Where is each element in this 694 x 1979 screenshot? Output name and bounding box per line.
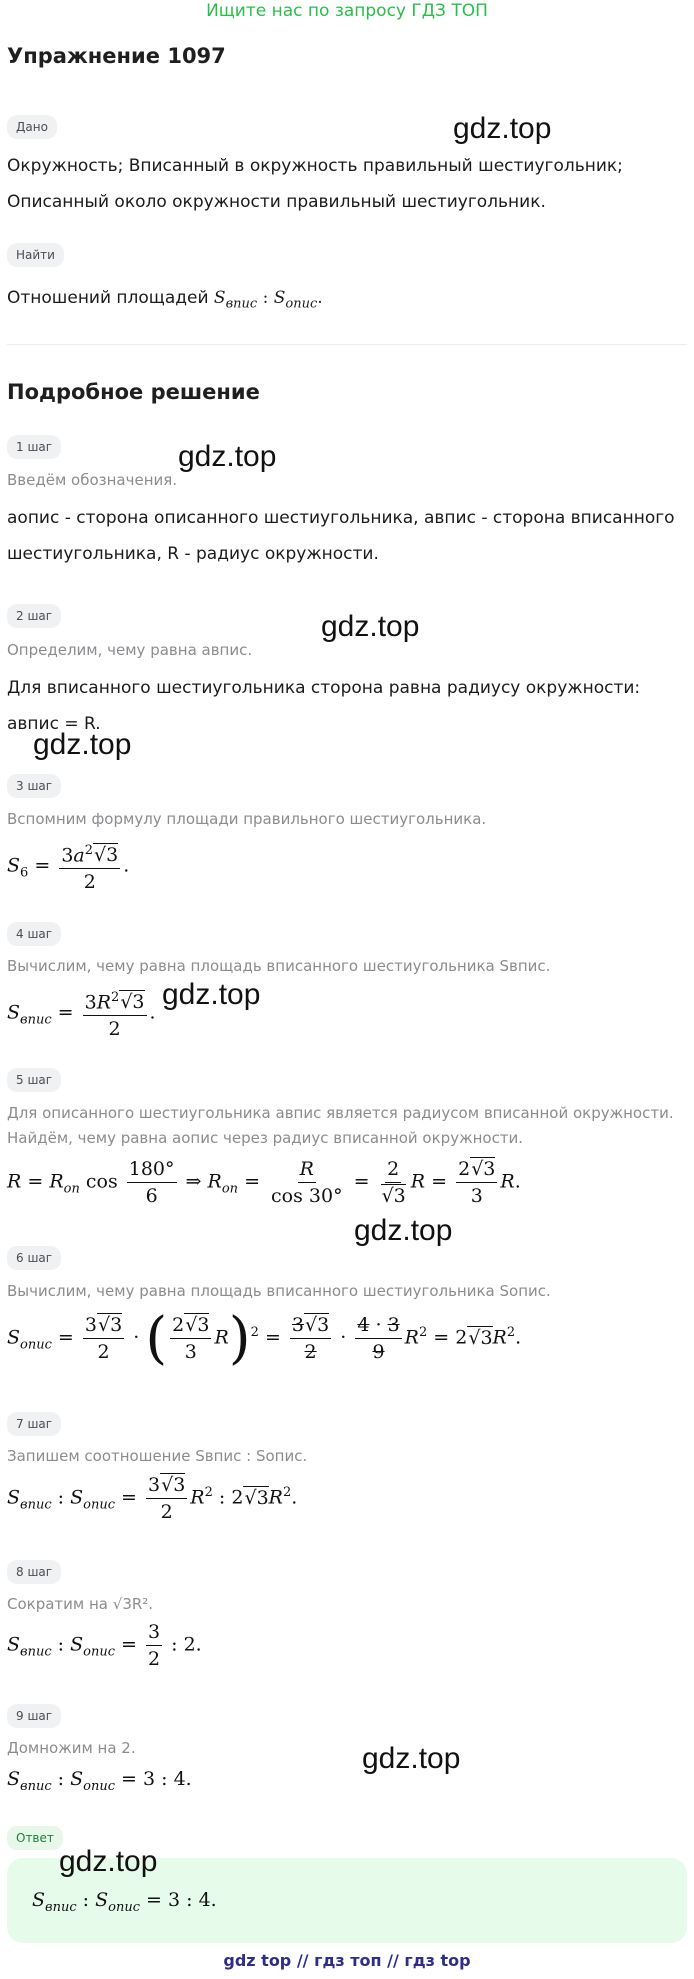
answer-formula: $S_{впис}$ : $S_{опис} = 3$ : 4. bbox=[32, 1889, 217, 1915]
step-formula: $S_{впис}$ = $\frac{3R^2√3}{2}$ . bbox=[7, 985, 156, 1042]
step-note: Домножим на 2. bbox=[7, 1739, 136, 1757]
watermark: gdz.top bbox=[453, 112, 552, 145]
watermark: gdz.top bbox=[162, 978, 261, 1011]
watermark: gdz.top bbox=[362, 1742, 461, 1775]
solution-title: Подробное решение bbox=[7, 380, 260, 404]
section-divider bbox=[7, 344, 687, 345]
step-note: Определим, чему равна aвпис. bbox=[7, 641, 253, 659]
find-badge: Найти bbox=[7, 243, 64, 267]
step-formula: $R = R_{оп}$ cos $\frac{180^\circ}{6}$ ⇒ $R_{оп}$ = $\frac{R}{\cos 30^\circ}$ = $\frac{2}{√3}$ R = $\frac{2√3}{3}$ R. bbox=[7, 1158, 521, 1207]
footer-links[interactable]: gdz top // гдз топ // гдз top bbox=[223, 1951, 471, 1970]
step-formula: $S_{впис}$ : $S_{опис} = 3$ : 4. bbox=[7, 1768, 192, 1794]
step-formula: $S_{опис}$ = $\frac{3√3}{2}$ · ( $\frac{2√3}{3}$ R)$^2$ = $\frac{3√3}{2}$ · $\frac{4 \cdot 3}{9}$ $R^2 = 2√3R^2$. bbox=[7, 1306, 522, 1371]
given-badge: Дано bbox=[7, 115, 57, 139]
step-badge: 6 шаг bbox=[7, 1246, 61, 1270]
find-text bbox=[7, 280, 687, 322]
step-formula: $S_{впис}$ : $S_{опис}$ = $\frac{3√3}{2}$ $R^2$ : $2√3R^2$. bbox=[7, 1474, 298, 1523]
step-note-2: Найдём, чему равна aопис через радиус вписанной окружности. bbox=[7, 1129, 524, 1147]
step-text: Для вписанного шестиугольника сторона равна радиусу окружности: aвпис = R. bbox=[7, 678, 641, 734]
step-badge: 8 шаг bbox=[7, 1560, 61, 1584]
answer-badge: Ответ bbox=[7, 1826, 63, 1850]
watermark: gdz.top bbox=[178, 440, 277, 473]
step-text: aопис - сторона описанного шестиугольника, aвпис - сторона вписанного шестиугольника, R - радиус окружности. bbox=[7, 508, 675, 564]
step-badge: 5 шаг bbox=[7, 1068, 61, 1092]
step-badge: 3 шаг bbox=[7, 774, 61, 798]
step-badge: 9 шаг bbox=[7, 1704, 61, 1728]
search-hint-link[interactable]: Ищите нас по запросу ГДЗ ТОП bbox=[206, 1, 488, 21]
step-badge: 4 шаг bbox=[7, 922, 61, 946]
watermark: gdz.top bbox=[321, 610, 420, 643]
step-formula: $S_{впис}$ : $S_{опис}$ = $\frac{3}{2}$ : 2. bbox=[7, 1621, 202, 1670]
step-note: Введём обозначения. bbox=[7, 471, 178, 489]
watermark: gdz.top bbox=[354, 1214, 453, 1247]
step-note: Сократим на √3R². bbox=[7, 1595, 154, 1613]
find-text-prefix: Отношений площадей bbox=[7, 288, 209, 308]
step-note: Для описанного шестиугольника aвпис является радиусом вписанной окружности. bbox=[7, 1104, 674, 1122]
step-note: Вычислим, чему равна площадь вписанного шестиугольника Sвпис. bbox=[7, 957, 551, 975]
watermark: gdz.top bbox=[59, 1845, 158, 1878]
step-formula: $S_6$ = $\frac{3a^2√3}{2}$ . bbox=[7, 838, 129, 895]
step-badge: 7 шаг bbox=[7, 1412, 61, 1436]
watermark: gdz.top bbox=[33, 728, 132, 761]
step-note: Вычислим, чему равна площадь вписанного шестиугольника Sопис. bbox=[7, 1282, 551, 1300]
step-badge: 1 шаг bbox=[7, 435, 61, 459]
step-badge: 2 шаг bbox=[7, 604, 61, 628]
step-note: Запишем соотношение Sвпис : Sопис. bbox=[7, 1447, 308, 1465]
given-text: Окружность; Вписанный в окружность правильный шестиугольник; Описанный около окружности правильный шестиугольник. bbox=[7, 156, 623, 212]
find-formula: $S_{впис}$ : $S_{опис}$. bbox=[213, 288, 323, 312]
page-title: Упражнение 1097 bbox=[7, 44, 226, 68]
step-note: Вспомним формулу площади правильного шестиугольника. bbox=[7, 810, 487, 828]
